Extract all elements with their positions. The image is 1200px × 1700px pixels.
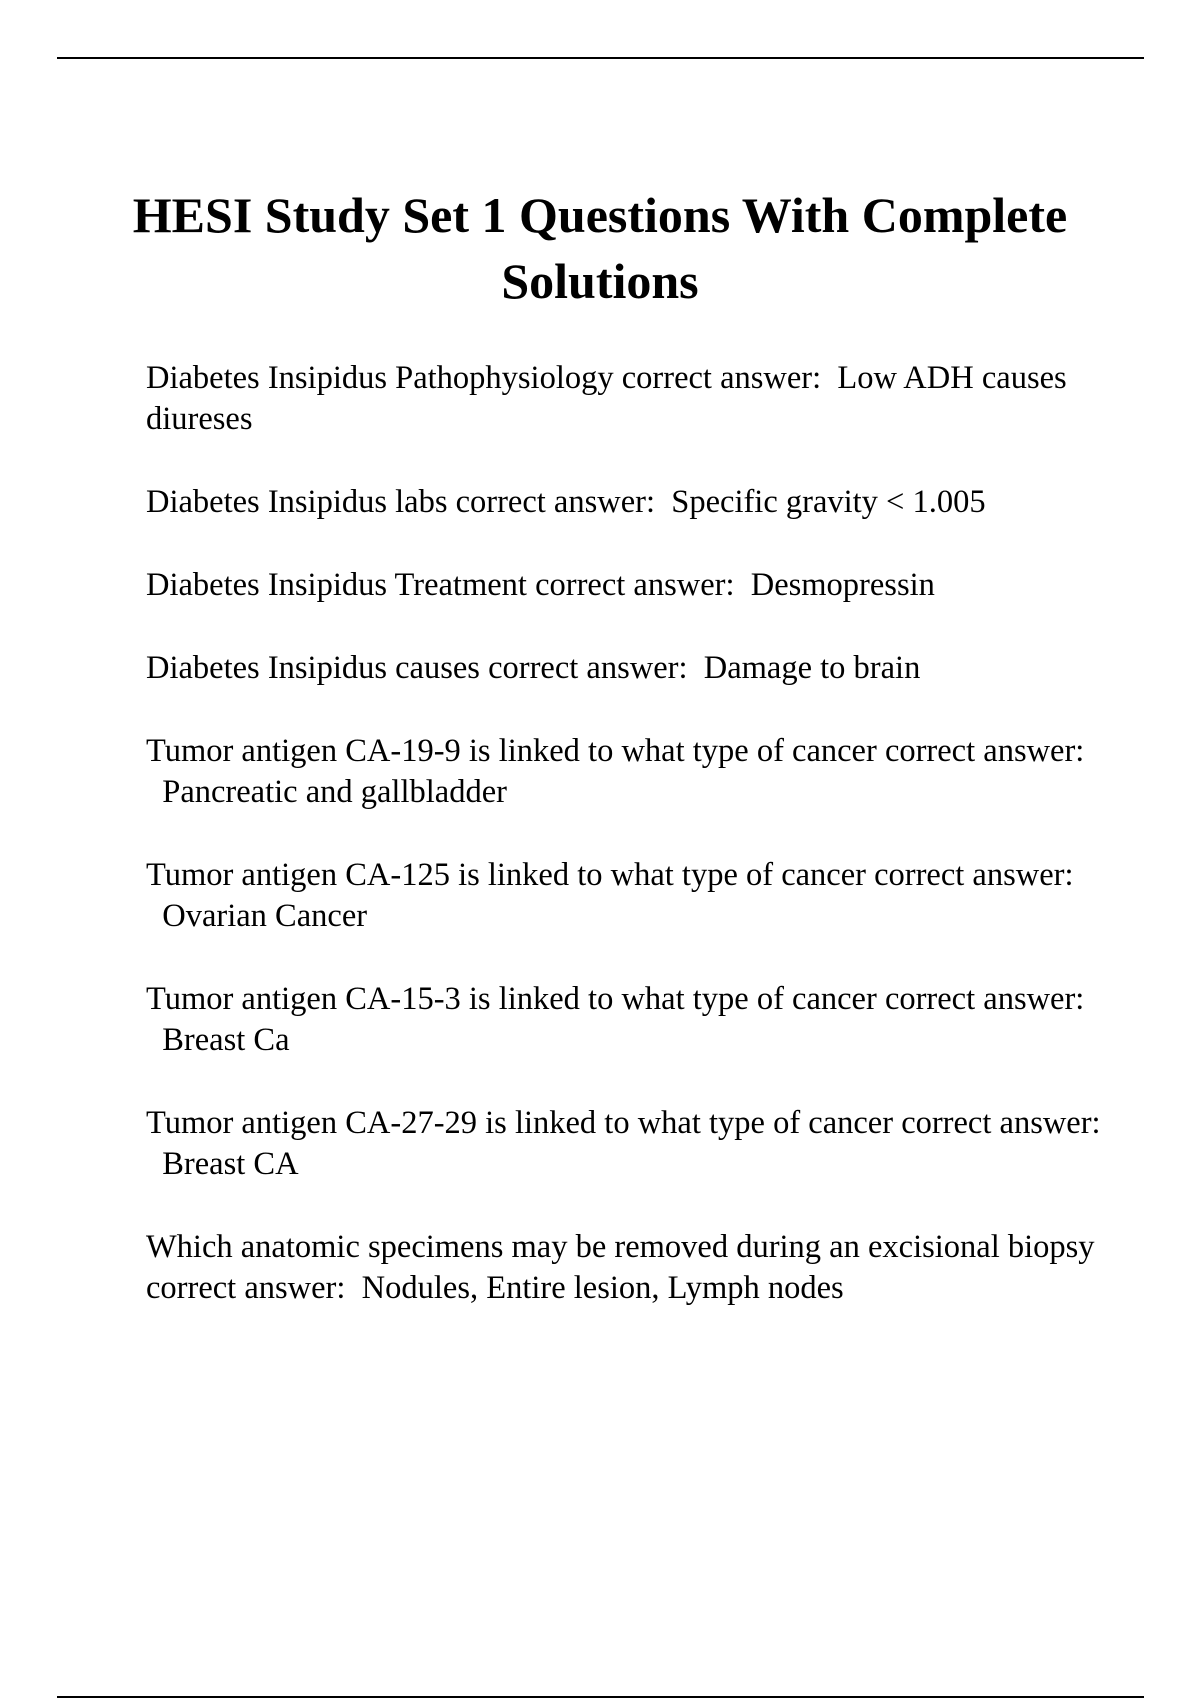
document-title: HESI Study Set 1 Questions With Complete Solutions	[132, 187, 1068, 309]
footer-rule	[57, 1696, 1144, 1698]
question-text: Tumor antigen CA-19-9 is linked to what type of cancer	[146, 733, 877, 769]
answer-label: correct answer:	[146, 1270, 346, 1306]
answer-label: correct answer:	[535, 567, 735, 603]
qa-item	[146, 482, 1101, 523]
qa-item	[146, 1103, 1101, 1185]
question-text: Diabetes Insipidus causes	[146, 650, 480, 686]
question-text: Tumor antigen CA-125 is linked to what type of cancer	[146, 857, 866, 893]
answer-label: correct answer:	[455, 484, 656, 520]
qa-item	[146, 855, 1101, 937]
answer-text: Low ADH causes diureses	[146, 360, 1067, 437]
answer-label: correct answer:	[621, 360, 822, 396]
answer-label: correct answer:	[488, 650, 688, 686]
qa-item	[146, 731, 1101, 813]
answer-text: Nodules, Entire lesion, Lymph nodes	[361, 1270, 844, 1306]
qa-list	[146, 358, 1101, 1351]
answer-label: correct answer:	[901, 1105, 1101, 1141]
qa-item	[146, 979, 1101, 1061]
answer-text: Pancreatic and gallbladder	[162, 774, 507, 810]
answer-text: Breast CA	[162, 1146, 299, 1182]
answer-text: Specific gravity < 1.005	[671, 484, 986, 520]
question-text: Diabetes Insipidus Pathophysiology	[146, 360, 614, 396]
qa-item	[146, 1227, 1101, 1309]
question-text: Tumor antigen CA-15-3 is linked to what type of cancer	[146, 981, 877, 1017]
answer-label: correct answer:	[884, 981, 1085, 1017]
answer-text: Breast Ca	[162, 1022, 290, 1058]
answer-label: correct answer:	[874, 857, 1074, 893]
qa-item	[146, 565, 1101, 606]
header-rule	[57, 57, 1144, 59]
answer-text: Ovarian Cancer	[162, 898, 368, 934]
answer-text: Damage to brain	[703, 650, 921, 686]
answer-text: Desmopressin	[750, 567, 935, 603]
qa-item	[146, 358, 1101, 440]
question-text: Diabetes Insipidus Treatment	[146, 567, 527, 603]
question-text: Tumor antigen CA-27-29 is linked to what type of cancer	[146, 1105, 894, 1141]
qa-item	[146, 648, 1101, 689]
question-text: Which anatomic specimens may be removed during an excisional biopsy	[146, 1229, 1095, 1265]
question-text: Diabetes Insipidus labs	[146, 484, 448, 520]
answer-label: correct answer:	[884, 733, 1085, 769]
